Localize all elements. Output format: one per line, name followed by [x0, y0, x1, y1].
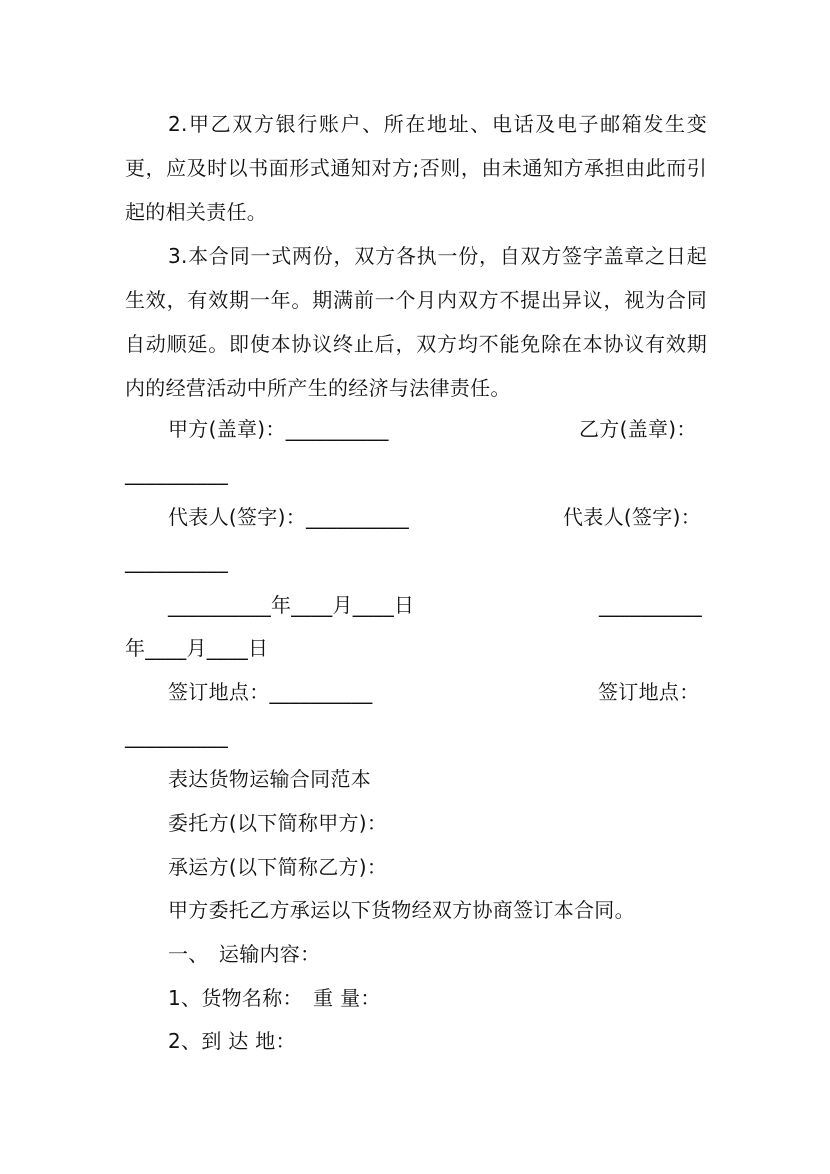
- consignor-line: 委托方(以下简称甲方)：: [168, 811, 388, 835]
- signing-place-a: 签订地点：__________: [168, 680, 373, 704]
- contract-title: 表达货物运输合同范本: [168, 767, 371, 791]
- representative-b-line: __________: [125, 549, 228, 573]
- signing-place-b-line: __________: [125, 724, 228, 748]
- party-b-seal: 乙方(盖章)：: [579, 417, 697, 441]
- party-b-seal-line: __________: [125, 461, 228, 485]
- clause-3-paragraph: 3.本合同一式两份，双方各执一份，自双方签字盖章之日起生效，有效期一年。期满前一个月内双方不提出异议，视为合同自动顺延。即使本协议终止后，双方均不能免除在本协议有效期内的经营活动中所产生的经济与法律责任。: [125, 244, 707, 400]
- contract-intro: 甲方委托乙方承运以下货物经双方协商签订本合同。: [168, 898, 635, 922]
- date-b: 年____月____日: [125, 636, 269, 660]
- clause-2-paragraph: 2.甲乙双方银行账户、所在地址、电话及电子邮箱发生变更，应及时以书面形式通知对方;否则，由未通知方承担由此而引起的相关责任。: [125, 112, 707, 224]
- signing-place-b: 签订地点：: [598, 680, 700, 704]
- item-1-goods-name: 1、货物名称： 重 量：: [168, 986, 381, 1010]
- date-b-line: __________: [599, 593, 702, 617]
- party-a-seal: 甲方(盖章)：__________: [168, 417, 389, 441]
- representative-a: 代表人(签字)：__________: [168, 505, 410, 529]
- representative-b: 代表人(签字)：: [563, 505, 702, 529]
- section-1-heading: 一、 运输内容：: [168, 942, 321, 966]
- carrier-line: 承运方(以下简称乙方)：: [168, 855, 388, 879]
- date-a: __________年____月____日: [168, 593, 415, 617]
- item-2-destination: 2、到 达 地：: [168, 1029, 296, 1053]
